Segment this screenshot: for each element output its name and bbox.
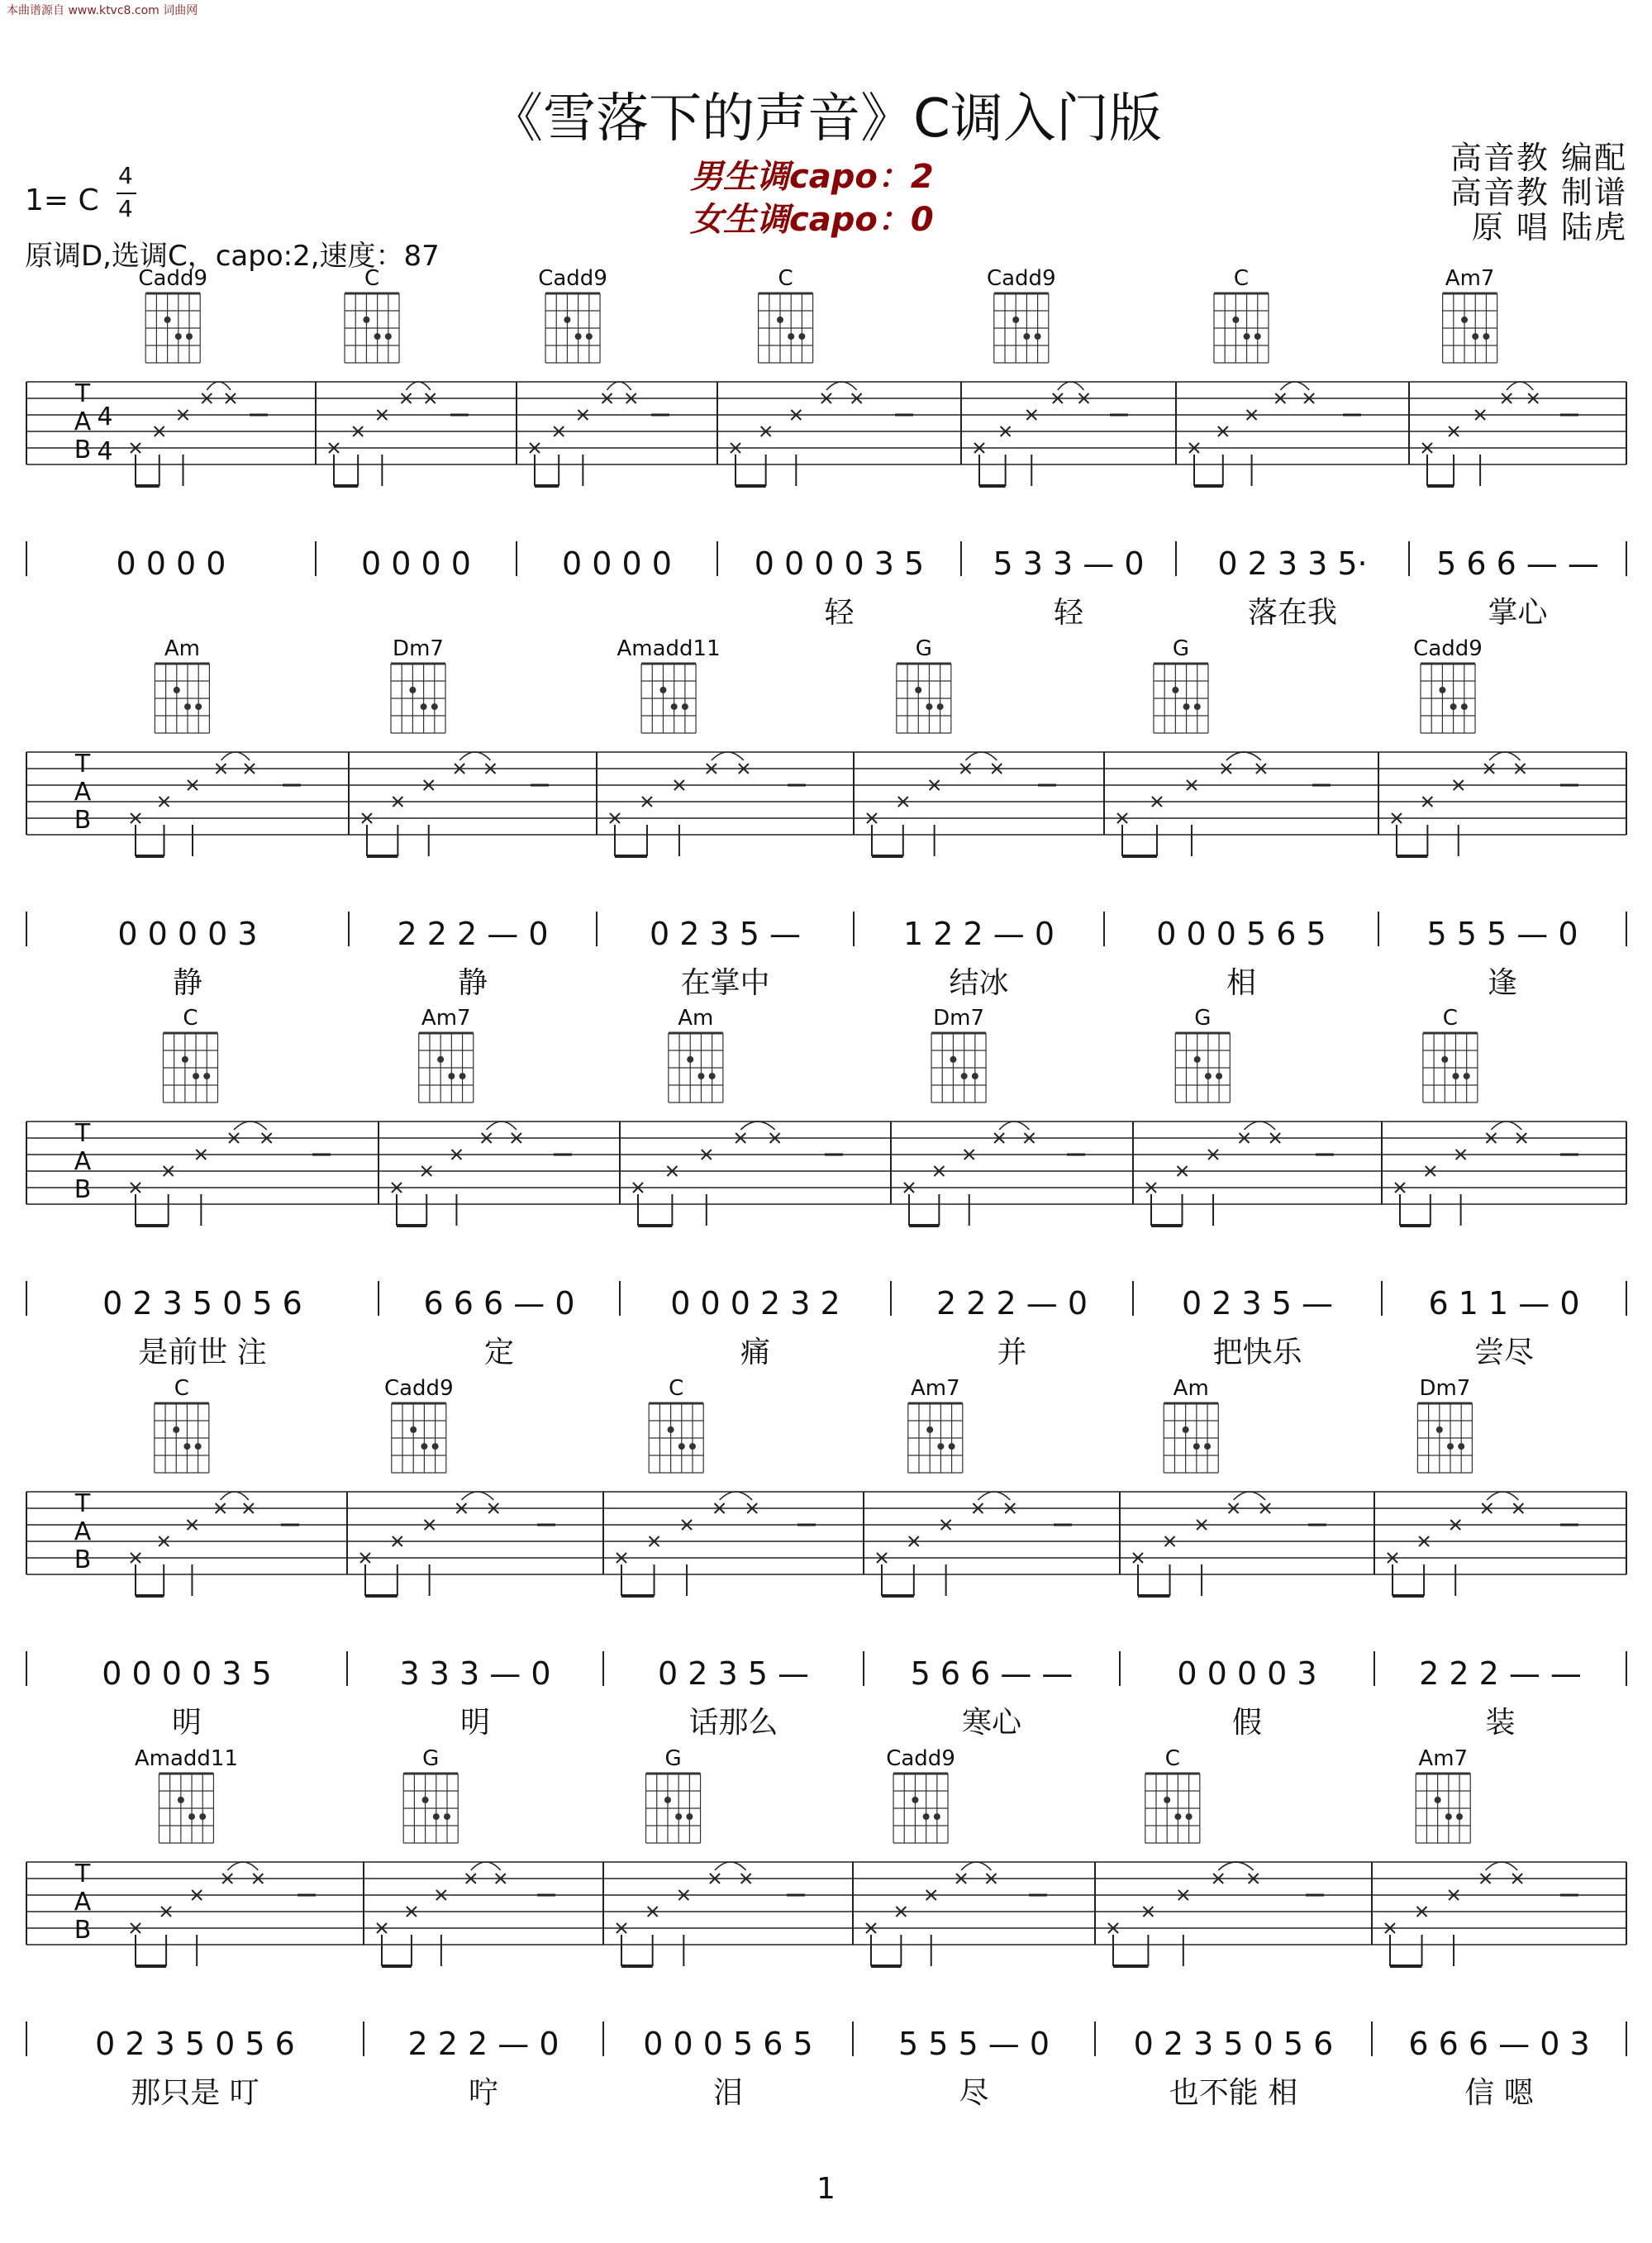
system-5 [26,1746,1626,2110]
tab-tie [1280,382,1309,390]
jianpu-measure: 1 2 2 — 0 [902,916,1055,952]
chord-finger-dot [1193,1443,1200,1450]
jianpu-measure: 0 2 3 5 0 5 6 [102,1285,302,1322]
tab-tie [1245,1122,1276,1130]
chord-finger-dot [203,1073,210,1079]
lyric-text: 落在我 [1247,596,1338,630]
jianpu-measure: 5 6 6 — — [1436,545,1599,582]
tab-tie [712,752,744,760]
tab-letter-a: A [74,778,92,807]
lyric-text: 掌心 [1488,596,1548,630]
jianpu-measure: 5 3 3 — 0 [993,545,1145,582]
lyric-text: 静 [172,966,203,1000]
time-signature-bottom: 4 [97,437,113,466]
lyric-text: 尝尽 [1473,1336,1535,1369]
system-2 [26,636,1626,1000]
chord-finger-dot [1012,317,1019,323]
lyric-text: 明 [171,1706,202,1740]
chord-name: C [364,266,380,291]
lyric-text: 寒心 [961,1706,1022,1740]
tab-tie [471,1862,501,1870]
chord-name: Amadd11 [617,636,721,661]
chord-finger-dot [912,1797,918,1803]
jianpu-measure: 0 0 0 2 3 2 [670,1285,840,1322]
lyric-text: 并 [997,1336,1027,1369]
tab-tie [227,1862,258,1870]
jianpu-measure: 0 0 0 0 3 5 [102,1655,272,1692]
jianpu-measure: 0 2 3 5 — [1181,1285,1334,1322]
chord-name: Dm7 [1419,1376,1471,1401]
chord-finger-dot [926,703,932,710]
chord-finger-dot [1194,703,1201,710]
chord-name: Dm7 [933,1006,984,1031]
lyric-text: 结冰 [949,966,1009,1000]
jianpu-measure: 5 5 5 — 0 [897,2026,1050,2062]
chord-finger-dot [174,687,180,693]
chord-finger-dot [1439,687,1445,693]
chord-name: Cadd9 [383,1376,454,1401]
tab-tie [221,1492,249,1500]
jianpu-measure: 0 0 0 0 3 [1177,1655,1317,1692]
tab-tie [1234,1492,1266,1500]
tab-tie [1487,1492,1518,1500]
chord-finger-dot [1436,1426,1443,1433]
tab-letter-a: A [74,1147,92,1176]
lyric-text: 逢 [1487,966,1518,1000]
chord-finger-dot [421,1443,427,1450]
jianpu-measure: 2 2 2 — — [1419,1655,1582,1692]
time-signature-top: 4 [97,402,113,431]
chord-finger-dot [664,1797,671,1803]
jianpu-measure: 0 2 3 5 0 5 6 [95,2026,295,2062]
tab-tie [978,1492,1010,1500]
chord-finger-dot [972,1073,978,1079]
chord-name: C [1233,266,1250,291]
tab-letter-b: B [74,1175,92,1204]
lyric-text: 尽 [959,2076,989,2110]
tab-letter-a: A [74,407,92,436]
lyric-text: 定 [483,1336,515,1369]
tab-tie [221,752,250,760]
lyric-text: 轻 [824,596,855,630]
tab-letter-t: T [74,1119,91,1148]
chord-name: G [1194,1006,1212,1031]
chord-finger-dot [1172,687,1178,693]
chord-finger-dot [961,1073,968,1079]
chord-finger-dot [410,1426,417,1433]
jianpu-measure: 6 1 1 — 0 [1428,1285,1580,1322]
tab-tie [1489,752,1520,760]
chord-name: Am [678,1006,714,1031]
chord-finger-dot [431,703,438,710]
jianpu-measure: 2 2 2 — 0 [935,1285,1088,1322]
chord-finger-dot [409,687,416,693]
system-3 [26,1006,1626,1369]
tab-tie [1058,382,1084,390]
lyric-text: 在掌中 [680,966,770,1000]
system-4 [26,1376,1626,1740]
lyric-text: 信 嗯 [1464,2076,1534,2110]
chord-finger-dot [178,1797,184,1803]
jianpu-measure: 0 0 0 0 [361,545,471,582]
tab-tie [740,1122,774,1130]
tab-letter-t: T [74,1489,91,1518]
tab-letter-b: B [74,1545,92,1574]
jianpu-measure: 6 6 6 — 0 3 [1408,2026,1590,2062]
chord-name: G [1172,636,1190,661]
tab-letter-a: A [74,1888,92,1917]
chord-finger-dot [188,1813,195,1820]
chord-name: Am7 [1445,266,1495,291]
chord-finger-dot [575,333,582,340]
chord-name: Amadd11 [134,1746,239,1771]
chord-finger-dot [175,333,182,340]
chord-finger-dot [183,1443,190,1450]
key-time-numerator: 4 [118,162,133,189]
chord-finger-dot [709,1073,716,1079]
jianpu-measure: 5 5 5 — 0 [1426,916,1578,952]
chord-name: Cadd9 [986,266,1056,291]
tab-tie [459,752,490,760]
chord-finger-dot [432,1443,439,1450]
chord-finger-dot [1461,703,1468,710]
chord-name: C [669,1376,684,1401]
jianpu-measure: 2 2 2 — 0 [407,2026,559,2062]
jianpu-measure: 6 6 6 — 0 [423,1285,575,1322]
chord-finger-dot [1174,1813,1181,1820]
chord-finger-dot [199,1813,206,1820]
watermark-text: 本曲谱源自 www.ktvc8.com 词曲网 [7,4,198,17]
chord-finger-dot [798,333,805,340]
tab-tie [1491,1122,1521,1130]
original-key-info: 原调D,选调C，capo:2,速度：87 [25,240,440,273]
page-number: 1 [816,2172,836,2206]
lyric-text: 也不能 相 [1169,2076,1298,2110]
chord-name: G [915,636,932,661]
tab-tie [826,382,857,390]
tab-tie [1218,1862,1253,1870]
chord-finger-dot [1164,1797,1170,1803]
chord-name: C [1164,1746,1180,1771]
tab-letter-b: B [74,1916,92,1945]
tab-tie [961,1862,991,1870]
tab-letter-t: T [74,1860,91,1888]
chord-finger-dot [1456,1813,1463,1820]
jianpu-measure: 0 0 0 5 6 5 [1156,916,1326,952]
chord-finger-dot [1452,1073,1459,1079]
chord-name: Cadd9 [138,266,208,291]
chord-name: Am7 [1418,1746,1469,1771]
chord-finger-dot [668,1426,674,1433]
key-signature: 1= C [25,183,99,217]
lyric-text: 是前世 注 [138,1336,267,1369]
tab-tie [999,1122,1029,1130]
jianpu-measure: 0 2 3 5 — [657,1655,810,1692]
jianpu-measure: 5 6 6 — — [910,1655,1074,1692]
credit-original-singer: 原 唱 陆虎 [1471,209,1627,245]
lyric-text: 话那么 [688,1706,778,1740]
chord-finger-dot [459,1073,466,1079]
chord-finger-dot [1186,1813,1193,1820]
chord-finger-dot [937,703,944,710]
chord-finger-dot [788,333,794,340]
chord-finger-dot [659,687,666,693]
lyric-text: 明 [459,1706,491,1740]
chord-finger-dot [422,1797,429,1803]
capo-male: 男生调capo：2 [690,158,934,196]
lyric-text: 那只是 叮 [131,2076,259,2110]
chord-name: Cadd9 [1413,636,1483,661]
chord-finger-dot [193,1073,199,1079]
lyric-text: 泪 [712,2076,744,2110]
chord-name: C [174,1376,189,1401]
chord-name: Cadd9 [886,1746,955,1771]
chord-finger-dot [1183,703,1190,710]
chord-finger-dot [1216,1073,1222,1079]
chord-name: Cadd9 [538,266,607,291]
chord-finger-dot [1232,317,1239,323]
jianpu-measure: 0 0 0 0 [562,545,672,582]
chord-finger-dot [564,317,570,323]
chord-finger-dot [1435,1797,1441,1803]
jianpu-measure: 2 2 2 — 0 [397,916,549,952]
chord-finger-dot [184,703,191,710]
chord-finger-dot [1464,1073,1470,1079]
song-title: 《雪落下的声音》C调入门版 [490,88,1162,150]
tab-tie [607,382,631,390]
chord-finger-dot [682,703,688,710]
chord-finger-dot [195,1443,202,1450]
chord-finger-dot [687,1056,693,1063]
tab-tie [1486,1862,1518,1870]
chord-finger-dot [1461,317,1468,323]
chord-finger-dot [433,1813,440,1820]
chord-finger-dot [1472,333,1478,340]
chord-name: G [664,1746,682,1771]
chord-finger-dot [1035,333,1041,340]
chord-name: Am [1173,1376,1209,1401]
jianpu-measure: 0 2 3 5 — [649,916,802,952]
chord-finger-dot [1483,333,1489,340]
lyric-text: 把快乐 [1212,1336,1302,1369]
chord-finger-dot [1445,1813,1452,1820]
credit-arranger: 高音教 编配 [1450,140,1627,176]
lyric-text: 咛 [468,2076,499,2110]
tab-letter-a: A [74,1517,92,1546]
chord-finger-dot [1204,1443,1211,1450]
chord-finger-dot [1441,1056,1448,1063]
jianpu-measure: 0 0 0 0 3 5 [754,545,925,582]
chord-finger-dot [164,317,171,323]
credit-transcriber: 高音教 制谱 [1450,174,1627,211]
chord-name: Am7 [421,1006,471,1031]
chord-finger-dot [686,1813,693,1820]
chord-finger-dot [1183,1426,1189,1433]
chord-finger-dot [1450,703,1457,710]
tab-tie [1226,752,1261,760]
chord-finger-dot [949,1443,955,1450]
tab-tie [487,1122,517,1130]
lyric-text: 静 [457,966,488,1000]
tab-letter-b: B [74,806,92,835]
jianpu-measure: 0 0 0 0 3 [117,916,258,952]
jianpu-measure: 0 0 0 0 [116,545,226,582]
chord-finger-dot [937,1443,944,1450]
chord-finger-dot [1023,333,1030,340]
chord-finger-dot [437,1056,444,1063]
chord-finger-dot [915,687,921,693]
chord-finger-dot [1447,1443,1454,1450]
chord-finger-dot [697,1073,704,1079]
chord-finger-dot [934,1813,940,1820]
tab-tie [234,1122,267,1130]
chord-finger-dot [671,703,678,710]
chord-finger-dot [421,703,427,710]
jianpu-measure: 0 2 3 5 0 5 6 [1133,2026,1334,2062]
chord-finger-dot [448,1073,455,1079]
chord-finger-dot [1254,333,1261,340]
chord-finger-dot [374,333,381,340]
chord-finger-dot [195,703,202,710]
chord-finger-dot [444,1813,450,1820]
chord-finger-dot [678,1443,685,1450]
chord-finger-dot [1194,1056,1201,1063]
tab-tie [207,382,231,390]
chord-name: Am7 [910,1376,960,1401]
tab-tie [407,382,431,390]
tab-tie [965,752,997,760]
tab-letter-t: T [74,379,91,408]
chord-name: Dm7 [393,636,444,661]
chord-finger-dot [689,1443,696,1450]
jianpu-measure: 0 2 3 3 5· [1217,545,1368,582]
jianpu-measure: 0 0 0 5 6 5 [643,2026,813,2062]
tab-tie [1507,382,1533,390]
tab-letter-b: B [74,436,92,464]
chord-finger-dot [950,1056,956,1063]
chord-name: C [778,266,793,291]
chord-name: C [183,1006,198,1031]
chord-finger-dot [923,1813,930,1820]
system-1 [26,266,1626,630]
lyric-text: 相 [1226,966,1257,1000]
tab-tie [720,1492,753,1500]
chord-finger-dot [586,333,593,340]
chord-name: G [422,1746,440,1771]
capo-female: 女生调capo：0 [690,201,934,239]
chord-name: Am [164,636,200,661]
jianpu-measure: 3 3 3 — 0 [399,1655,551,1692]
tab-tie [715,1862,746,1870]
chord-name: C [1442,1006,1458,1031]
chord-finger-dot [173,1426,179,1433]
chord-finger-dot [385,333,392,340]
chord-finger-dot [1244,333,1250,340]
chord-finger-dot [1458,1443,1464,1450]
chord-finger-dot [777,317,783,323]
chord-finger-dot [186,333,193,340]
lyric-text: 假 [1231,1706,1263,1740]
tab-letter-t: T [74,750,91,779]
chord-finger-dot [675,1813,682,1820]
chord-finger-dot [182,1056,188,1063]
chord-finger-dot [1205,1073,1212,1079]
key-time-denominator: 4 [118,195,133,222]
chord-finger-dot [363,317,369,323]
lyric-text: 轻 [1053,596,1084,630]
lyric-text: 痛 [740,1336,771,1369]
lyric-text: 装 [1485,1706,1516,1740]
chord-finger-dot [926,1426,933,1433]
tab-tie [461,1492,493,1500]
